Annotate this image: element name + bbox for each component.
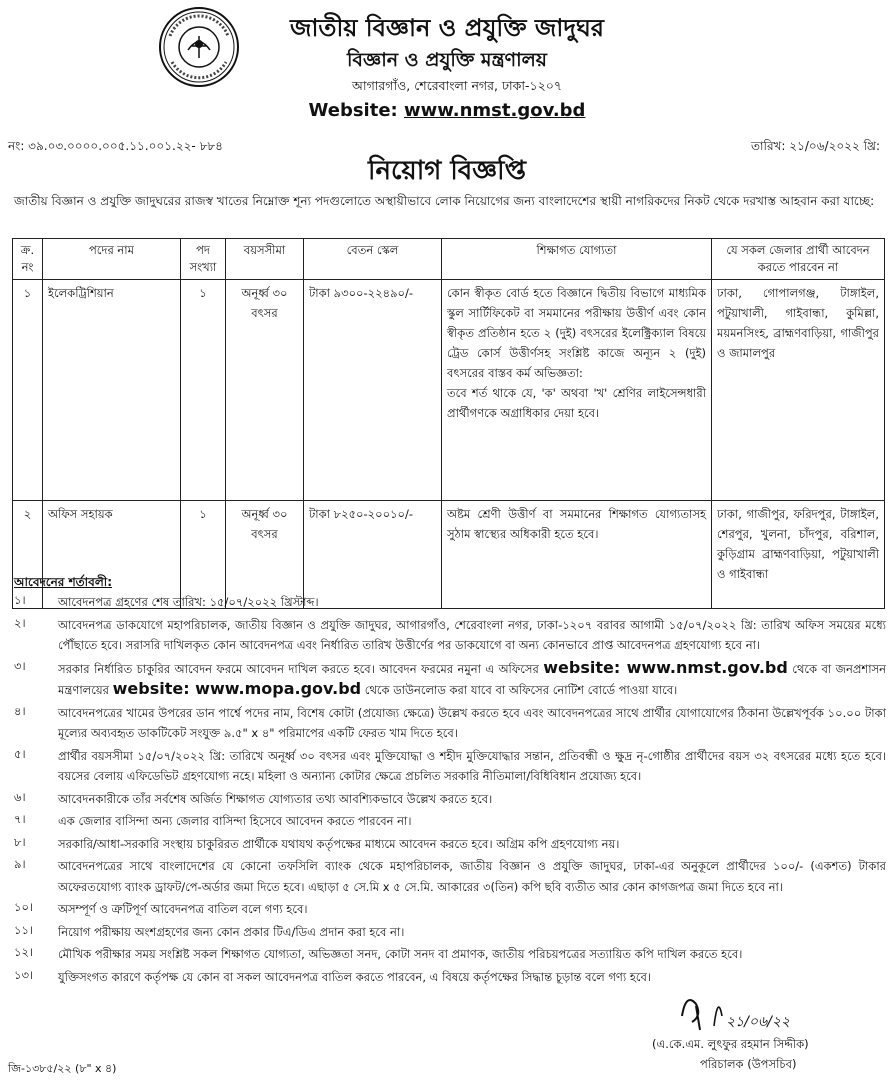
list-item <box>14 856 886 897</box>
item-number: ৭। <box>14 812 26 826</box>
item-text: সরকারি/আধা-সরকারি সংস্থায় চাকুরিরত প্রার্থীকে যথাযথ কর্তৃপক্ষের মাধ্যমে আবেদন করতে হবে। অগ্রিম কপি গ্রহণযোগ্য নয়। <box>58 836 620 851</box>
item-text: প্রার্থীর বয়সসীমা ১৫/০৭/২০২২ খ্রি: তারিখে অনূর্ধ্ব ৩০ বৎসর এবং মুক্তিযোদ্ধা ও শহীদ মুক্তিযোদ্ধার সন্তান, প্রতিবন্ধী ও ক্ষুদ্র নৃ-গোষ্ঠীর প্রার্থীদের বয়স ৩২ বৎসরের মধ্যে হতে হবে। বয়সের বেলায় এফিডেভিট গ্রহণযোগ্য নহে। মহিলা ও অন্যান্য কোটার ক্ষেত্রে প্রচলিত সরকারি নীতিমালা/বিধিবিধান প্রযোজ্য হবে। <box>58 748 886 783</box>
row-scale: টাকা ৯৩০০-২২৪৯০/- <box>304 280 442 501</box>
list-item <box>14 967 886 988</box>
conditions-list <box>14 592 886 989</box>
list-item <box>14 899 886 920</box>
item-text: মৌখিক পরীক্ষার সময় সংশ্লিষ্ট সকল শিক্ষাগত যোগ্যতা, অভিজ্ঞতা সনদ, কোটা সনদ বা প্রমাণক, জাতীয় পরিচয়পত্রের সত্যায়িত কপি দাখিল করতে হবে। <box>58 947 743 961</box>
item-text: আবেদনপত্রের খামের উপরের ডান পার্শ্বে পদের নাম, বিশেষ কোটা (প্রযোজ্য ক্ষেত্রে) উল্লেখ করতে হবে এবং আবেদনপত্রের সাথে প্রার্থীর যোগাযোগের ঠিকানা উল্লেখপূর্বক ১০.০০ টাকা মূল্যের অব্যবহৃত ডাকটিকেট সংযুক্ত ৯.৫" x ৪" পরিমাপের একটি ফেরত খাম দিতে হবে। <box>58 705 886 740</box>
list-item <box>14 746 886 787</box>
row-age: অনূর্ধ্ব ৩০ বৎসর <box>226 280 304 501</box>
address: আগারগাঁও, শেরেবাংলা নগর, ঢাকা-১২০৭ <box>351 78 563 93</box>
intro-paragraph: জাতীয় বিজ্ঞান ও প্রযুক্তি জাদুঘরের রাজস্ব খাতের নিম্নোক্ত শূন্য পদগুলোতে অস্থায়ীভাবে লোক নিয়োগের জন্য বাংলাদেশের স্থায়ী নাগরিকদের নিকট থেকে দরখাস্ত আহবান করা যাচ্ছে: <box>14 194 875 208</box>
item-number: ৫। <box>14 746 26 761</box>
list-item <box>14 944 886 965</box>
item-text: নিয়োগ পরীক্ষায় অংশগ্রহণের জন্য কোন প্রকার টিএ/ডিএ প্রদান করা হবে না। <box>58 924 405 939</box>
item-number: ১০। <box>14 900 34 914</box>
row-post: অফিস সহায়ক <box>43 501 181 609</box>
signature-icon <box>674 986 794 1036</box>
item-number: ২। <box>14 615 26 630</box>
table-header-row <box>13 239 885 280</box>
list-item <box>14 703 886 744</box>
ministry-name: বিজ্ঞান ও প্রযুক্তি মন্ত্রণালয় <box>347 49 547 71</box>
website-line <box>0 100 894 121</box>
website-link[interactable]: www.nmst.gov.bd <box>404 100 586 121</box>
org-name: জাতীয় বিজ্ঞান ও প্রযুক্তি জাদুঘর <box>290 14 604 42</box>
vacancy-table <box>12 238 885 609</box>
item-text-part: থেকে ডাউনলোড করা যাবে বা অফিসের নোটিশ বোর্ডে পাওয়া যাবে। <box>364 683 678 697</box>
row-qualification: অষ্টম শ্রেণী উত্তীর্ণ বা সমমানের শিক্ষাগত যোগ্যতাসহ সুঠাম স্বাস্থ্যের অধিকারী হতে হবে। <box>442 501 712 609</box>
website-label: Website: <box>308 100 398 121</box>
item-number: ৩। <box>14 658 26 673</box>
item-text: আবেদনপত্র গ্রহণের শেষ তারিখ: ১৫/০৭/২০২২ খ্রিস্টাব্দ। <box>58 595 319 609</box>
signatory-designation: পরিচালক (উপসচিব) <box>700 1057 797 1071</box>
item-text: যুক্তিসংগত কারণে কর্তৃপক্ষ যে কোন বা সকল আবেদনপত্র বাতিল করতে পারবেন, এ বিষয়ে কর্তৃপক্ষের সিদ্ধান্ত চূড়ান্ত বলে গণ্য হবে। <box>58 969 652 984</box>
website-link-nmst[interactable]: website: www.nmst.gov.bd <box>543 657 788 677</box>
col-header-scale: বেতন স্কেল <box>304 239 442 280</box>
website-link-mopa[interactable]: website: www.mopa.gov.bd <box>112 679 362 698</box>
col-header-districts: যে সকল জেলার প্রার্থী আবেদন করতে পারবেন না <box>712 239 885 280</box>
signatory-name: (এ.কে.এম. লুৎফুর রহমান সিদ্দীক) <box>652 1037 809 1051</box>
list-item <box>14 615 886 656</box>
item-number: ১৩। <box>14 967 34 982</box>
item-text: আবেদনপত্র ডাকযোগে মহাপরিচালক, জাতীয় বিজ্ঞান ও প্রযুক্তি জাদুঘর, আগারগাঁও, শেরেবাংলা নগর, ঢাকা-১২০৭ বরাবর আগামী ১৫/০৭/২০২২ খ্রি: তারিখ অফিস সময়ের মধ্যে পৌঁছাতে হবে। সরাসরি দাখিলকৃত কোন আবেদনপত্র এবং নির্ধারিত তারিখ উত্তীর্ণের পর ডাকযোগে বা অন্য কোনভাবে প্রাপ্ত আবেদনপত্র গ্রহণযোগ্য হবে না। <box>58 617 886 652</box>
col-header-post: পদের নাম <box>43 239 181 280</box>
row-count: ১ <box>181 280 226 501</box>
row-qualification <box>442 280 712 501</box>
col-header-qualification: শিক্ষাগত যোগ্যতা <box>442 239 712 280</box>
item-text: এক জেলার বাসিন্দা অন্য জেলার বাসিন্দা হিসেবে আবেদন করতে পারবেন না। <box>58 814 412 828</box>
item-number: ১২। <box>14 945 34 959</box>
memo-number: নং: ৩৯.০৩.০০০০.০০৫.১১.০০১.২২- ৮৮৪ <box>8 139 223 153</box>
list-item <box>14 789 886 810</box>
item-text: আবেদনপত্রের সাথে বাংলাদেশের যে কোনো তফসিলি ব্যাংক থেকে মহাপরিচালক, জাতীয় বিজ্ঞান ও প্রযুক্তি জাদুঘর, ঢাকা-এর অনুকূলে প্রার্থীদের ১০০/- (একশত) টাকার অফেরতযোগ্য ব্যাংক ড্রাফট/পে-অর্ডার জমা দিতে হবে। এছাড়া ৫ সে.মি x ৫ সে.মি. আকারের ৩(তিন) কপি ছবি ব্যতীত আর কোন কাগজপত্র জমা দিতে হবে না। <box>58 859 886 894</box>
list-item <box>14 922 886 943</box>
qualification-note: তবে শর্ত থাকে যে, 'ক' অথবা 'খ' শ্রেণির লাইসেন্সধারী প্রার্থীগণকে অগ্রাধিকার দেয়া হবে। <box>447 386 706 420</box>
item-number: ৯। <box>14 857 26 871</box>
conditions-title: আবেদনের শর্তাবলী: <box>14 575 113 589</box>
item-number: ১। <box>14 593 26 607</box>
signature-date: ২১/০৬/২২ <box>726 1014 791 1030</box>
row-scale: টাকা ৮২৫০-২০০১০/- <box>304 501 442 609</box>
list-item <box>14 834 886 855</box>
col-header-sl: ক্র. নং <box>13 239 43 280</box>
qualification-text: কোন স্বীকৃত বোর্ড হতে বিজ্ঞানে দ্বিতীয় বিভাগে মাধ্যমিক স্কুল সার্টিফিকেট বা সমমানের পরীক্ষায় উত্তীর্ণ এবং কোন স্বীকৃত প্রতিষ্ঠান হতে ২ (দুই) বৎসরের ইলেক্ট্রিক্যাল বিষয়ে ট্রেড কোর্স উত্তীর্ণসহ সংশ্লিষ্ট কাজে অন্যূন ২ (দুই) বৎসরের বাস্তব কর্ম অভিজ্ঞতা: <box>447 286 706 380</box>
row-districts: ঢাকা, গাজীপুর, ফরিদপুর, টাঙ্গাইল, শেরপুর, খুলনা, চাঁদপুর, বরিশাল, কুড়িগ্রাম ব্রাহ্মণবাড়িয়া, পটুয়াখালী ও গাইবান্ধা <box>712 501 885 609</box>
list-item <box>14 811 886 832</box>
item-number: ৮। <box>14 834 26 849</box>
col-header-count: পদ সংখ্যা <box>181 239 226 280</box>
row-post: ইলেকট্রিশিয়ান <box>43 280 181 501</box>
row-sl: ১ <box>13 280 43 501</box>
row-sl: ২ <box>13 501 43 609</box>
item-number: ১১। <box>14 922 34 937</box>
item-number: ৪। <box>14 703 26 718</box>
row-count: ১ <box>181 501 226 609</box>
item-text: অসম্পূর্ণ ও ত্রুটিপূর্ণ আবেদনপত্র বাতিল বলে গণ্য হবে। <box>58 902 308 916</box>
row-districts: ঢাকা, গোপালগঞ্জ, টাঙ্গাইল, পটুয়াখালী, গাইবান্ধা, কুমিল্লা, ময়মনসিংহ, ব্রাহ্মণবাড়িয়া, গাজীপুর ও জামালপুর <box>712 280 885 501</box>
page-title: নিয়োগ বিজ্ঞপ্তি <box>368 156 526 186</box>
notice-date: তারিখ: ২১/০৬/২০২২ খ্রি: <box>751 139 880 153</box>
table-row <box>13 280 885 501</box>
item-number: ৬। <box>14 789 26 804</box>
item-text <box>58 658 886 701</box>
item-text-part: থেকে বা জনপ্রশাসন মন্ত্রণালয়ের <box>58 661 887 697</box>
list-item <box>14 592 886 613</box>
row-age: অনূর্ধ্ব ৩০ বৎসর <box>226 501 304 609</box>
footer-code: জি-১৩৮৫/২২ (৮" x ৪) <box>8 1062 117 1075</box>
item-text-part: সরকার নির্ধারিত চাকুরির আবেদন ফরমে আবেদন দাখিল করতে হবে। আবেদন ফরমের নমুনা এ অফিসের <box>58 661 539 676</box>
item-text: আবেদনকারীকে তাঁর সর্বশেষ অর্জিত শিক্ষাগত যোগ্যতার তথ্য আবশ্যিকভাবে উল্লেখ করতে হবে। <box>58 791 493 806</box>
list-item <box>14 658 886 701</box>
col-header-age: বয়সসীমা <box>226 239 304 280</box>
